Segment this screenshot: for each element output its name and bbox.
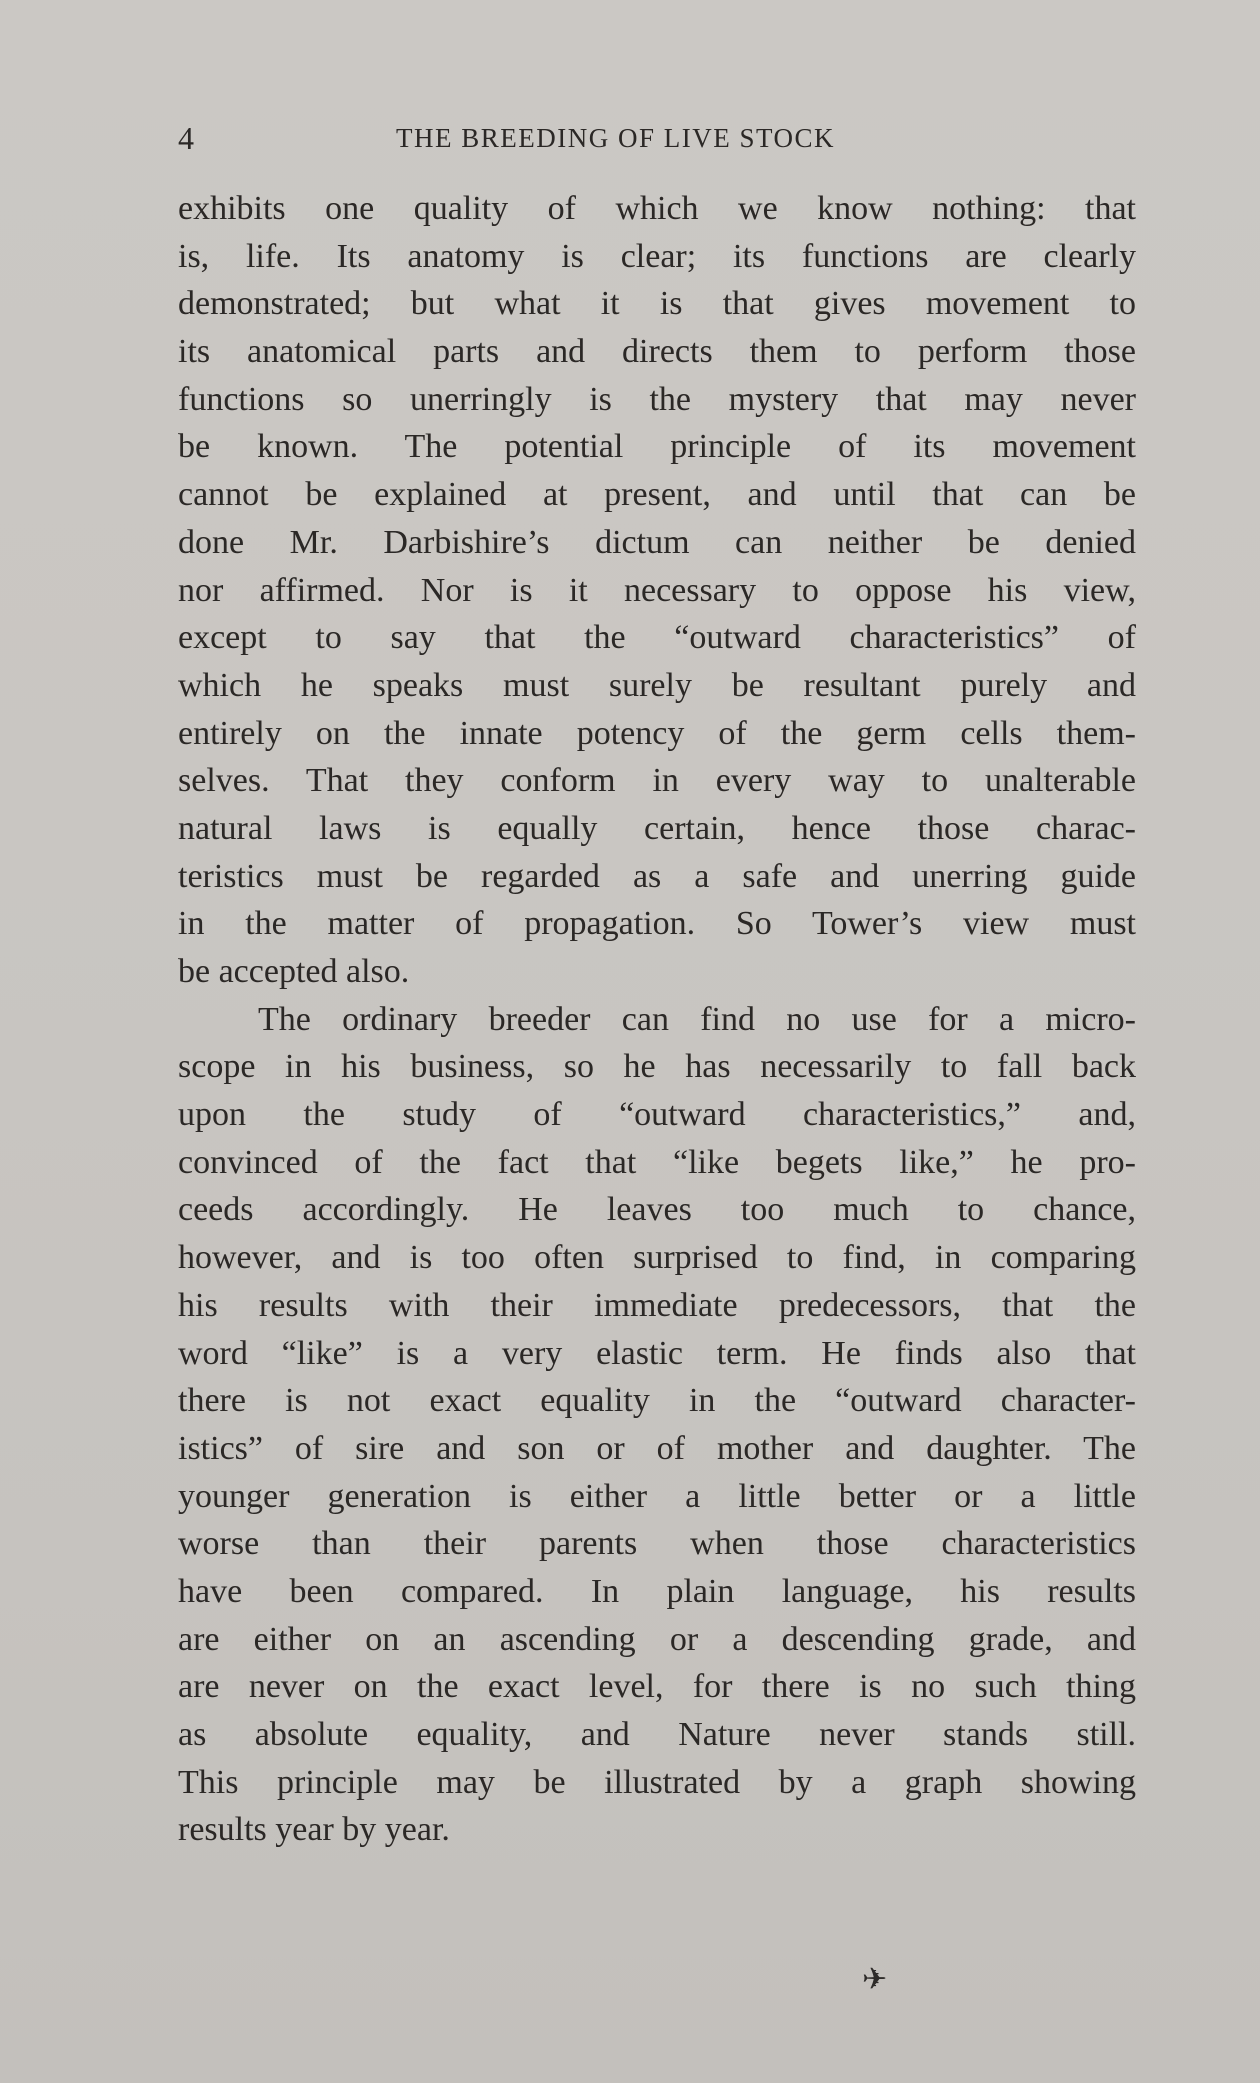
text-line: its anatomical parts and directs them to perform those: [178, 333, 1136, 371]
text-line: his results with their immediate predecessors, that the: [178, 1286, 1136, 1324]
text-line: is, life. Its anatomy is clear; its functions are clearly: [178, 237, 1136, 275]
text-line: nor affirmed. Nor is it necessary to oppose his view,: [178, 571, 1136, 609]
text-line: ceeds accordingly. He leaves too much to chance,: [178, 1191, 1136, 1229]
text-line: istics” of sire and son or of mother and daughter. The: [178, 1429, 1136, 1467]
text-line: done Mr. Darbishire’s dictum can neither be denied: [178, 523, 1136, 561]
text-line: are never on the exact level, for there is no such thing: [178, 1668, 1136, 1706]
text-line: there is not exact equality in the “outward character-: [178, 1382, 1136, 1420]
paragraph: [178, 996, 1136, 1854]
text-line: however, and is too often surprised to find, in comparing: [178, 1239, 1136, 1277]
text-line: This principle may be illustrated by a graph showing: [178, 1763, 1136, 1801]
text-line: The ordinary breeder can find no use for a micro-: [258, 1000, 1136, 1038]
body-text: [178, 185, 1136, 1854]
ink-mark: ✈: [862, 1963, 888, 1996]
text-line: worse than their parents when those characteristics: [178, 1525, 1136, 1563]
text-line: selves. That they conform in every way to unalterable: [178, 762, 1136, 800]
text-line: natural laws is equally certain, hence those charac-: [178, 809, 1136, 847]
text-line: exhibits one quality of which we know nothing: that: [178, 190, 1136, 227]
running-head: [178, 118, 1136, 158]
text-line: in the matter of propagation. So Tower’s view must: [178, 905, 1136, 943]
text-line: teristics must be regarded as a safe and unerring guide: [178, 857, 1136, 895]
text-line: cannot be explained at present, and until that can be: [178, 476, 1136, 514]
text-line: functions so unerringly is the mystery that may never: [178, 380, 1136, 418]
text-line: except to say that the “outward characteristics” of: [178, 619, 1136, 657]
text-line: results year by year.: [178, 1811, 450, 1849]
text-line: be accepted also.: [178, 953, 410, 990]
paragraph: [178, 185, 1136, 996]
text-line: which he speaks must surely be resultant purely and: [178, 666, 1136, 704]
text-line: be known. The potential principle of its movement: [178, 428, 1136, 466]
running-title: THE BREEDING OF LIVE STOCK: [396, 123, 835, 153]
text-line: word “like” is a very elastic term. He finds also that: [178, 1334, 1136, 1372]
text-line: scope in his business, so he has necessarily to fall back: [178, 1048, 1136, 1086]
text-line: upon the study of “outward characteristics,” and,: [178, 1096, 1136, 1134]
text-line: younger generation is either a little better or a little: [178, 1477, 1136, 1515]
page-number: 4: [178, 120, 194, 156]
text-line: as absolute equality, and Nature never stands still.: [178, 1716, 1136, 1753]
text-line: convinced of the fact that “like begets like,” he pro-: [178, 1143, 1136, 1181]
text-line: have been compared. In plain language, his results: [178, 1572, 1136, 1610]
text-line: are either on an ascending or a descending grade, and: [178, 1620, 1136, 1658]
text-line: demonstrated; but what it is that gives movement to: [178, 285, 1136, 323]
text-line: entirely on the innate potency of the germ cells them-: [178, 714, 1136, 752]
